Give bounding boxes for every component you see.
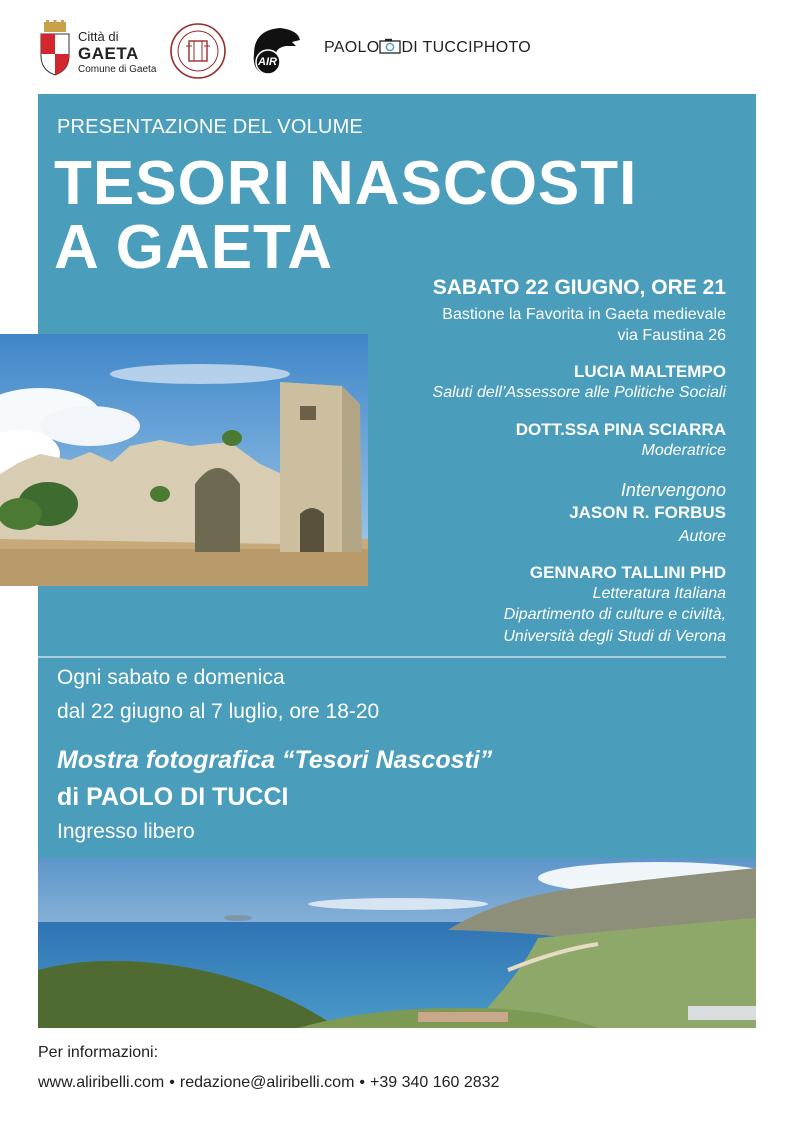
speaker-role: Autore [678,528,726,545]
title-line1: TESORI NASCOSTI [54,149,638,218]
speaker-name: GENNARO TALLINI PHD [529,563,726,582]
photographer-name-part1: PAOLO [324,39,380,56]
event-date: SABATO 22 GIUGNO, ORE 21 [432,276,726,299]
speaker-role: Letteratura Italiana [592,585,726,602]
event-place: Bastione la Favorita in Gaeta medievale [442,306,726,323]
kicker: PRESENTAZIONE DEL VOLUME [57,116,363,138]
city-line2: GAETA [78,44,139,63]
exhibit-schedule-dates: dal 22 giugno al 7 luglio, ore 18-20 [57,700,380,723]
contact-separator: • [169,1074,175,1091]
city-of-gaeta-logo [38,20,168,80]
title-line2: A GAETA [54,213,334,282]
air-logo [246,24,306,80]
speaker-role: Saluti dell’Assessore alle Politiche Sociali [432,384,726,401]
contact-separator: • [359,1074,366,1091]
contact-line [38,1074,499,1092]
city-line1: Città di [78,29,119,44]
speaker-name: DOTT.SSA PINA SCIARRA [515,420,726,439]
info-label: Per informazioni: [38,1044,159,1061]
exhibit-entry: Ingresso libero [57,820,195,843]
speaker-role: Dipartimento di culture e civiltà, [503,606,726,623]
speaker-role: Moderatrice [641,442,726,459]
ruins-photo [0,334,368,586]
exhibit-title: Mostra fotografica “Tesori Nascosti” [57,746,493,774]
section-divider [38,656,726,658]
logo-header [0,0,794,92]
photographer-logo [324,38,531,57]
speaker-name: LUCIA MALTEMPO [573,362,726,381]
speaker-role: Università degli Studi di Verona [503,628,726,645]
photographer-name-part2: DI TUCCIPHOTO [401,39,531,56]
email-link[interactable]: redazione@aliribelli.com [179,1074,355,1091]
camera-icon [379,38,401,54]
event-address: via Faustina 26 [617,327,726,344]
exhibit-schedule-days: Ogni sabato e domenica [57,666,285,689]
speaker-name: JASON R. FORBUS [569,503,726,522]
exhibit-author: di PAOLO DI TUCCI [57,783,289,811]
website-link[interactable]: www.aliribelli.com [38,1074,165,1091]
city-line3: Comune di Gaeta [78,64,157,75]
association-seal-icon [168,22,228,80]
coastline-photo [38,858,756,1028]
city-crest-icon [38,20,72,76]
air-dragon-icon [246,24,306,80]
phone-number[interactable]: +39 340 160 2832 [370,1074,500,1091]
speakers-intro: Intervengono [620,480,726,500]
air-logo-text: AIR [258,56,277,68]
event-title [54,149,638,282]
